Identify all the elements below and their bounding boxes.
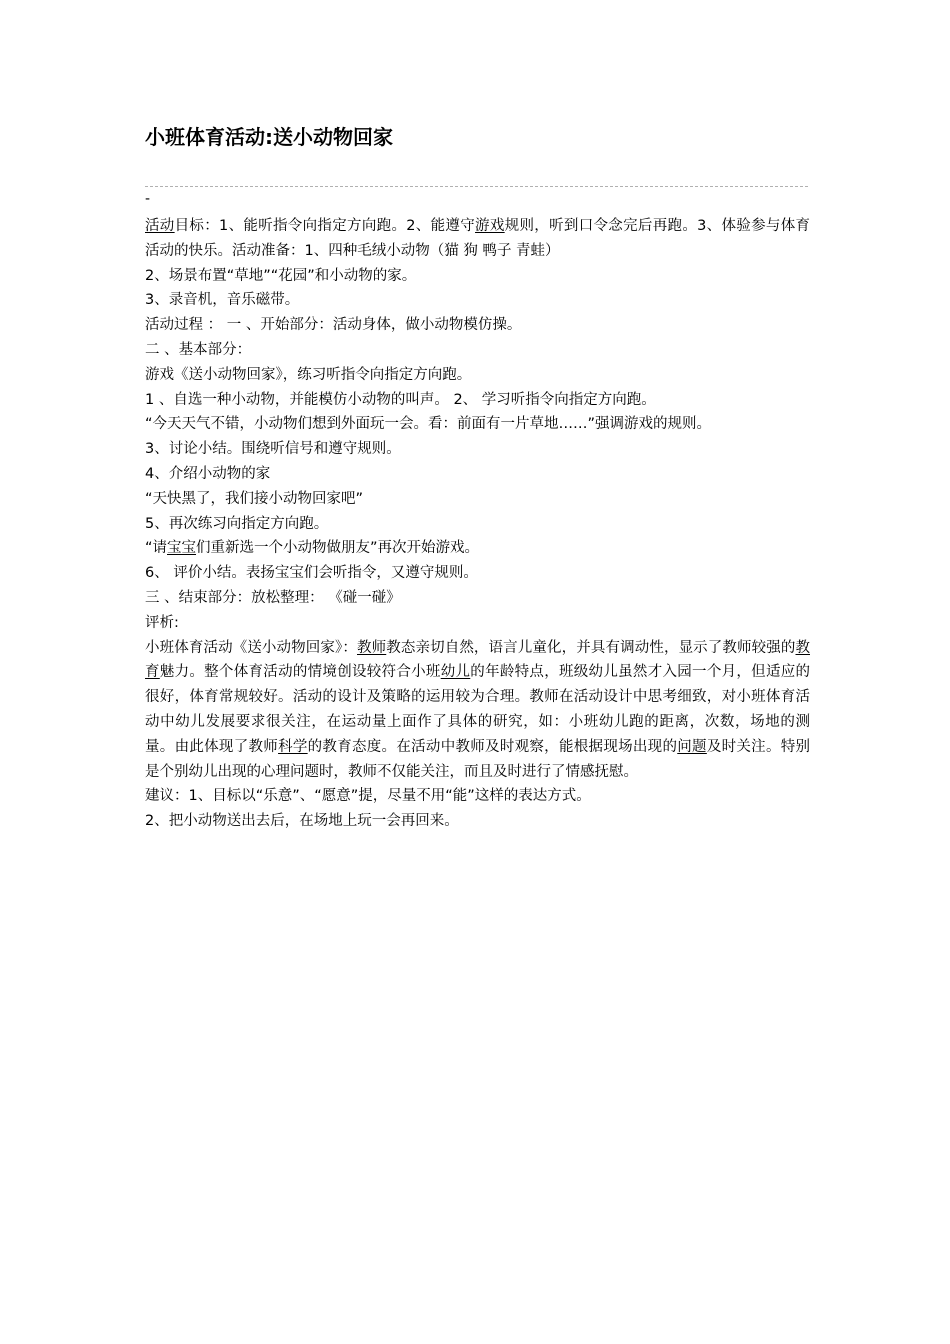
suggestion-line-1: 建议：1、目标以“乐意”、“愿意”提，尽量不用“能”这样的表达方式。	[145, 788, 591, 805]
step-5-line: 5、再次练习向指定方向跑。	[145, 515, 329, 532]
document-body	[145, 214, 810, 834]
suggestion-line-2: 2、把小动物送出去后，在场地上玩一会再回来。	[145, 813, 459, 830]
step-1-line: 1 、自选一种小动物，并能模仿小动物的叫声。 2、 学习听指令向指定方向跑。	[145, 391, 656, 408]
link-teacher[interactable]: 教师	[357, 639, 387, 656]
analysis-paragraph: 小班体育活动《送小动物回家》：教师教态亲切自然，语言儿童化，并具有调动性，显示了教师较强的教育魅力。整个体育活动的情境创设较符合小班幼儿的年龄特点，班级幼儿虽然才入园一个月，但适应的很好，体育常规较好。活动的设计及策略的运用较为合理。教师在活动设计中思考细致，对小班体育活动中幼儿发展要求很关注，在运动量上面作了具体的研究，如：小班幼儿跑的距离，次数，场地的测量。由此体现了教师科学的教育态度。在活动中教师及时观察，能根据现场出现的问题及时关注。特别是个别幼儿出现的心理问题时，教师不仅能关注，而且及时进行了情感抚慰。	[145, 639, 811, 780]
link-baby[interactable]: 宝宝	[167, 540, 197, 557]
process-line: 活动过程 ： 一 、开始部分：活动身体，做小动物模仿操。	[145, 317, 522, 334]
basic-part-heading: 二 、基本部分：	[145, 341, 252, 358]
end-part-line: 三 、结束部分：放松整理： 《碰一碰》	[145, 589, 401, 606]
link-science[interactable]: 科学	[278, 738, 308, 755]
dashed-divider	[145, 186, 808, 187]
document-title: 小班体育活动:送小动物回家	[145, 125, 393, 149]
step-3-line: 3、讨论小结。围绕听信号和遵守规则。	[145, 441, 401, 458]
quote-weather-line: “今天天气不错，小动物们想到外面玩一会。看：前面有一片草地……”强调游戏的规则。	[145, 416, 712, 433]
link-child[interactable]: 幼儿	[440, 664, 471, 681]
analysis-heading: 评析:	[145, 614, 179, 631]
link-problem[interactable]: 问题	[677, 738, 707, 755]
step-4-line: 4、介绍小动物的家	[145, 465, 271, 482]
step-6-line: 6、 评价小结。表扬宝宝们会听指令，又遵守规则。	[145, 565, 478, 582]
activity-goal-paragraph: 活动目标：1、能听指令向指定方向跑。2、能遵守游戏规则，听到口令念完后再跑。3、体验参与体育活动的快乐。活动准备：1、四种毛绒小动物（猫 狗 鸭子 青蛙）	[145, 218, 811, 259]
game-line: 游戏《送小动物回家》，练习听指令向指定方向跑。	[145, 366, 472, 383]
quote-friend-line: “请宝宝们重新选一个小动物做朋友”再次开始游戏。	[145, 540, 480, 557]
divider-tail: -	[145, 191, 151, 207]
prep-line-2: 2、场景布置“草地”“花园”和小动物的家。	[145, 267, 417, 284]
quote-dark-line: “天快黑了，我们接小动物回家吧”	[145, 490, 364, 507]
link-education[interactable]: 教育	[145, 639, 810, 681]
link-game[interactable]: 游戏	[475, 218, 505, 234]
prep-line-3: 3、录音机，音乐磁带。	[145, 292, 300, 309]
link-activity[interactable]: 活动	[145, 218, 175, 234]
